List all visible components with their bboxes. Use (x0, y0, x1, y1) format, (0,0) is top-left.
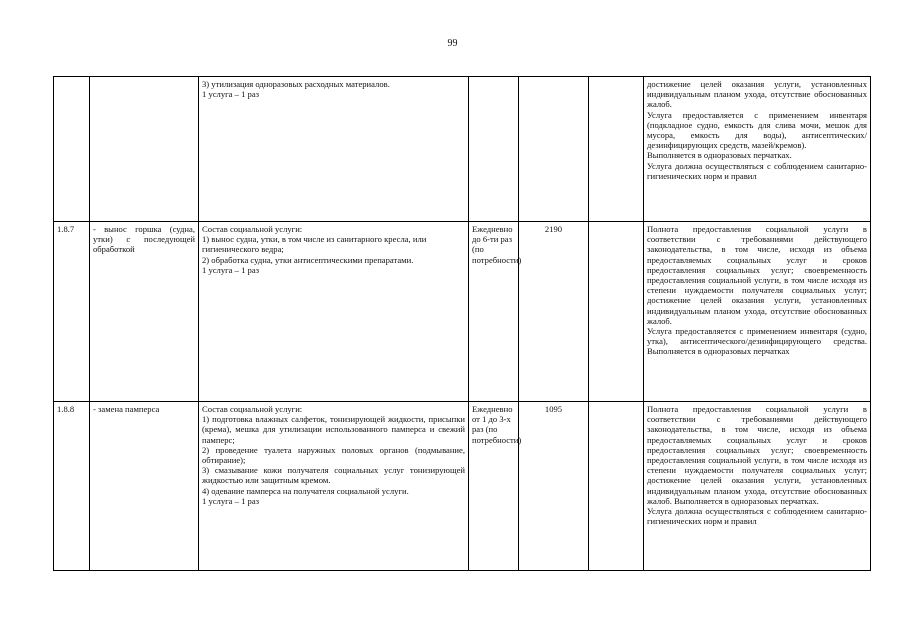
conditions-paragraph: Выполняется в одноразовых перчатках. (647, 150, 792, 161)
service-content-cell (199, 77, 469, 222)
tariff-cell: 2190 (519, 222, 589, 402)
services-table (53, 76, 871, 571)
service-name-cell: - замена памперса (90, 402, 199, 571)
table-row (54, 222, 871, 402)
conditions-paragraph: достижение целей оказания услуги, установленных индивидуальным планом ухода, отсутствие обоснованных жалоб. (647, 79, 867, 110)
content-line: Состав социальной услуги: (202, 224, 303, 234)
service-code-cell (54, 77, 90, 222)
conditions-paragraph: Услуга предоставляется с применением инвентаря (судно, утка), антисептического/дезинфицирующего средства. Выполняется в одноразовых перчатках (647, 326, 867, 357)
conditions-paragraph: Услуга должна осуществляться с соблюдением санитарно-гигиенических норм и правил (647, 160, 867, 181)
table-row (54, 77, 871, 222)
conditions-cell (644, 77, 871, 222)
content-line: 1) подготовка влажных салфеток, тонизирующей жидкости, присыпки (крема), мешка для утилизации использованного памперса и свежий памперс; (202, 414, 465, 445)
page-number: 99 (447, 38, 458, 49)
content-line: 2) обработка судна, утки антисептическими препаратами. (202, 254, 414, 265)
content-line: 2) проведение туалета наружных половых органов (подмывание, обтирание); (202, 444, 465, 466)
service-code-cell: 1.8.8 (54, 402, 90, 571)
frequency-cell (469, 77, 519, 222)
conditions-cell (644, 402, 871, 571)
service-code-cell: 1.8.7 (54, 222, 90, 402)
content-line: 3) смазывание кожи получателя социальных услуг тонизирующей жидкостью или защитным кремом. (202, 465, 465, 486)
conditions-paragraph: Услуга должна осуществляться с соблюдением санитарно-гигиенических норм и правил (647, 506, 867, 527)
content-line: 1) вынос судна, утки, в том числе из санитарного кресла, или гигиенического ведра; (202, 234, 427, 255)
tariff-cell: 1095 (519, 402, 589, 571)
service-name-cell: - вынос горшка (судна, утки) с последующей обработкой (90, 222, 199, 402)
service-content-cell (199, 222, 469, 402)
content-line: 3) утилизация одноразовых расходных материалов. (202, 79, 390, 89)
extra-cell (589, 222, 644, 402)
conditions-paragraph: Услуга предоставляется с применением инвентаря (подкладное судно, емкость для слива мочи, мешок для мусора, емкость для воды), антисептических/дезинфицирующих средств, мазей/кремов). (647, 109, 867, 151)
table-row (54, 402, 871, 571)
content-line: 1 услуга – 1 раз (202, 89, 260, 100)
service-content-cell (199, 402, 469, 571)
content-line: Состав социальной услуги: (202, 404, 303, 414)
content-line: 1 услуга – 1 раз (202, 264, 260, 275)
content-line: 1 услуга – 1 раз (202, 495, 260, 506)
tariff-cell (519, 77, 589, 222)
extra-cell (589, 77, 644, 222)
frequency-cell: Ежедневно до 6-ти раз (по потребности) (469, 222, 519, 402)
conditions-cell (644, 222, 871, 402)
conditions-paragraph: Полнота предоставления социальной услуги в соответствии с требованиями действующего законодательства, в том числе, исходя из объема предоставляемых социальных услуг и сроков предоставления социальных услуг; своевременность предоставления социальной услуги, в том числе исходя из степени нуждаемости получателя социальных услуг; достижение целей оказания услуги, установленных индивидуальным планом ухода, отсутствие обоснованных жалоб. (647, 224, 867, 326)
conditions-paragraph: Полнота предоставления социальной услуги в соответствии с требованиями действующего законодательства, в том числе, исходя из объема предоставляемых социальных услуг и сроков предоставления социальных услуг; своевременность предоставления социальной услуги, в том числе исходя из степени нуждаемости получателя социальных услуг; достижение целей оказания услуги, установленных индивидуальным планом ухода, отсутствие обоснованных жалоб. Выполняется в одноразовых перчатках. (647, 404, 867, 506)
frequency-cell: Ежедневно от 1 до 3-х раз (по потребности) (469, 402, 519, 571)
content-line: 4) одевание памперса на получателя социальной услуги. (202, 485, 409, 496)
extra-cell (589, 402, 644, 571)
service-name-cell (90, 77, 199, 222)
